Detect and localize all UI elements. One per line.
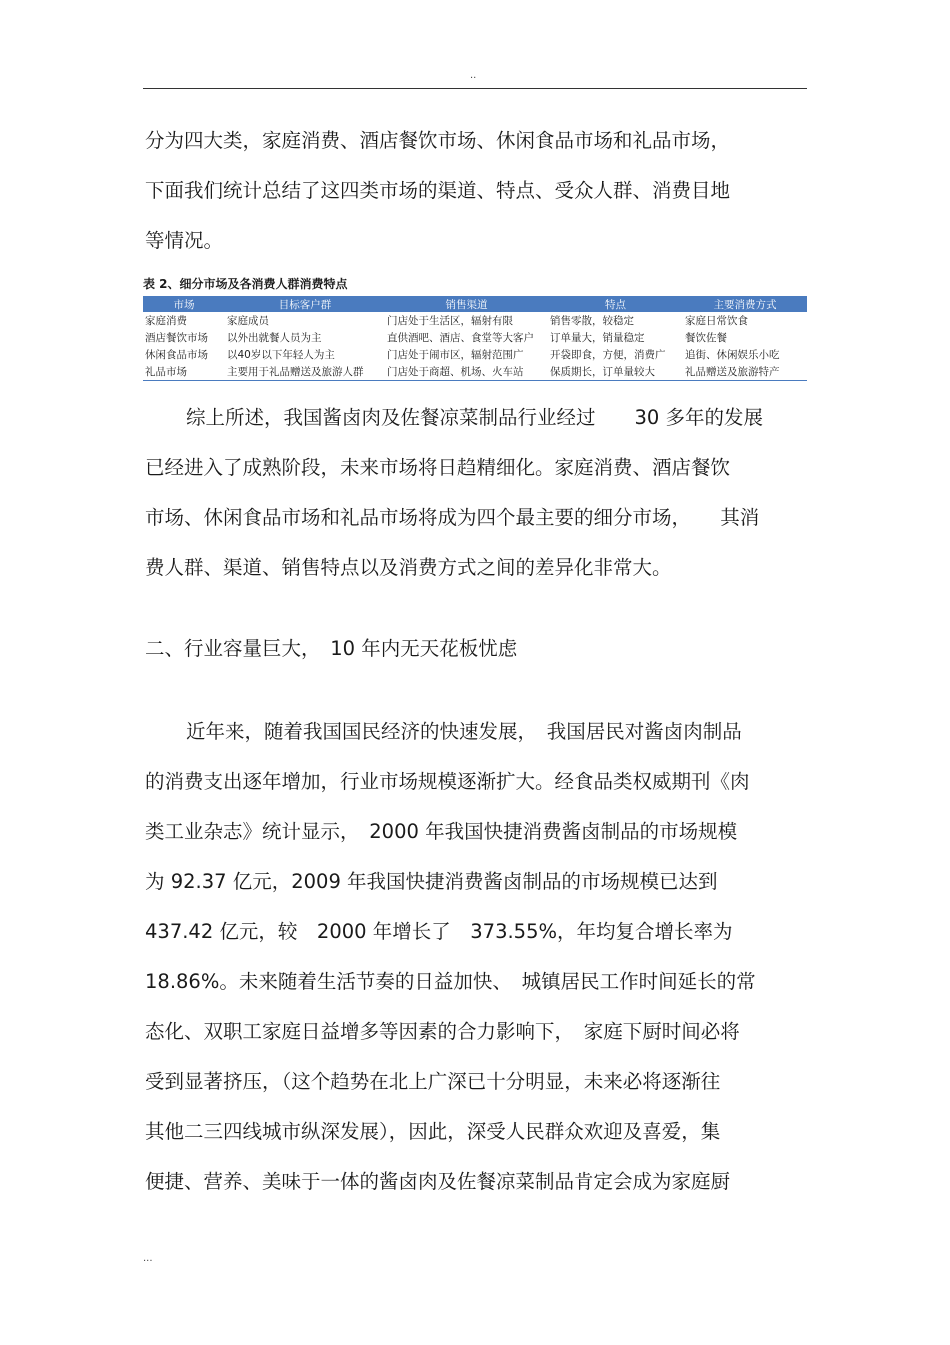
body-line: 类工业杂志》统计显示， 2000 年我国快捷消费酱卤制品的市场规模 bbox=[145, 820, 738, 843]
header-cell-sales-channel: 销售渠道 bbox=[385, 296, 548, 312]
summary-line: 已经进入了成熟阶段，未来市场将日趋精细化。家庭消费、酒店餐饮 bbox=[145, 456, 731, 479]
table-cell: 家庭成员 bbox=[227, 315, 269, 327]
table-cell: 礼品市场 bbox=[143, 363, 225, 381]
section-heading: 二、行业容量巨大， 10 年内无天花板忧虑 bbox=[145, 637, 518, 660]
table-row bbox=[143, 329, 807, 346]
body-line: 18.86%。未来随着生活节奏的日益加快、 城镇居民工作时间延长的常 bbox=[145, 970, 756, 993]
table-cell: 休闲食品市场 bbox=[145, 349, 208, 361]
table-row bbox=[143, 346, 807, 363]
table-cell: 保质期长，订单量较大 bbox=[548, 363, 683, 381]
body-line: 其他二三四线城市纵深发展），因此，深受人民群众欢迎及喜爱，集 bbox=[145, 1120, 721, 1143]
table-cell: 家庭日常饮食 bbox=[685, 315, 748, 327]
table-cell: 销售零散，较稳定 bbox=[550, 315, 634, 327]
summary-line: 费人群、渠道、销售特点以及消费方式之间的差异化非常大。 bbox=[145, 556, 672, 579]
table-row bbox=[143, 312, 807, 329]
intro-line: 分为四大类，家庭消费、酒店餐饮市场、休闲食品市场和礼品市场， bbox=[145, 129, 731, 152]
table-cell: 门店处于闹市区，辐射范围广 bbox=[387, 349, 524, 361]
header-cell-features: 特点 bbox=[548, 296, 683, 312]
table-cell: 追街、休闲娱乐小吃 bbox=[685, 349, 780, 361]
intro-paragraph bbox=[145, 116, 810, 266]
table-row bbox=[143, 363, 807, 381]
table-cell: 门店处于商超、机场、火车站 bbox=[385, 363, 548, 381]
table-cell: 主要用于礼品赠送及旅游人群 bbox=[225, 363, 385, 381]
page-footer-mark: ... bbox=[143, 1253, 153, 1264]
header-divider bbox=[143, 88, 807, 89]
market-segment-table bbox=[143, 296, 807, 381]
table-cell: 餐饮佐餐 bbox=[685, 332, 727, 344]
body-paragraph bbox=[145, 707, 810, 1207]
intro-line: 下面我们统计总结了这四类市场的渠道、特点、受众人群、消费目地 bbox=[145, 179, 731, 202]
header-cell-target-customers: 目标客户群 bbox=[225, 296, 385, 312]
body-line: 437.42 亿元，较 2000 年增长了 373.55%，年均复合增长率为 bbox=[145, 920, 733, 943]
summary-line: 市场、休闲食品市场和礼品市场将成为四个最主要的细分市场， 其消 bbox=[145, 506, 760, 529]
intro-line: 等情况。 bbox=[145, 229, 224, 252]
table-cell: 开袋即食，方便，消费广 bbox=[550, 349, 666, 361]
body-line: 的消费支出逐年增加，行业市场规模逐渐扩大。经食品类权威期刊《肉 bbox=[145, 770, 750, 793]
table-cell: 礼品赠送及旅游特产 bbox=[683, 363, 807, 381]
summary-paragraph bbox=[145, 393, 810, 593]
body-line: 态化、双职工家庭日益增多等因素的合力影响下， 家庭下厨时间必将 bbox=[145, 1020, 740, 1043]
table-cell: 直供酒吧、酒店、食堂等大客户 bbox=[387, 332, 534, 344]
body-line: 便捷、营养、美味于一体的酱卤肉及佐餐凉菜制品肯定会成为家庭厨 bbox=[145, 1170, 731, 1193]
table-cell: 酒店餐饮市场 bbox=[145, 332, 208, 344]
header-cell-consumption-mode: 主要消费方式 bbox=[683, 296, 807, 312]
table-header-row bbox=[143, 296, 807, 312]
page-header-mark: .. bbox=[470, 70, 477, 81]
summary-line: 综上所述，我国酱卤肉及佐餐凉菜制品行业经过 30 多年的发展 bbox=[186, 406, 764, 429]
header-cell-market: 市场 bbox=[143, 296, 225, 312]
table-cell: 以外出就餐人员为主 bbox=[227, 332, 322, 344]
table-cell: 门店处于生活区，辐射有限 bbox=[387, 315, 513, 327]
body-line: 为 92.37 亿元，2009 年我国快捷消费酱卤制品的市场规模已达到 bbox=[145, 870, 718, 893]
table-cell: 家庭消费 bbox=[145, 315, 187, 327]
body-line: 近年来，随着我国国民经济的快速发展， 我国居民对酱卤肉制品 bbox=[186, 720, 742, 743]
table-caption: 表 2、细分市场及各消费人群消费特点 bbox=[143, 277, 348, 291]
body-line: 受到显著挤压，（这个趋势在北上广深已十分明显，未来必将逐渐往 bbox=[145, 1070, 721, 1093]
table-cell: 以40岁以下年轻人为主 bbox=[227, 349, 335, 361]
table-cell: 订单量大，销量稳定 bbox=[550, 332, 645, 344]
